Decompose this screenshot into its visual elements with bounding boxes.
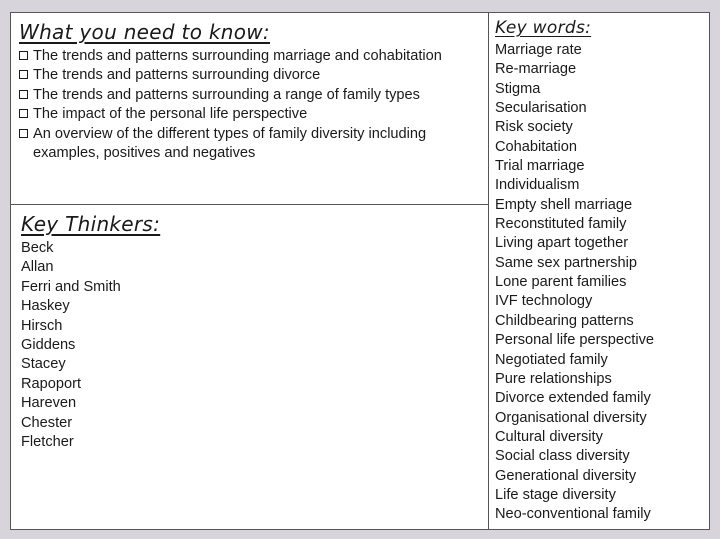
key-word-item: Neo-conventional family	[495, 506, 651, 523]
left-column	[11, 13, 489, 529]
key-word-item: Organisational diversity	[495, 409, 647, 426]
checklist-item-text: The trends and patterns surrounding divorce	[33, 67, 321, 84]
need-to-know-list	[19, 47, 480, 163]
key-words-heading: Key words:	[495, 18, 592, 38]
checkbox-icon	[19, 129, 28, 138]
thinker-item: Haskey	[21, 298, 70, 315]
key-word-item: Empty shell marriage	[495, 196, 633, 213]
checklist-item-text: An overview of the different types of family diversity including examples, positives and negatives	[33, 125, 427, 162]
checklist-item-text: The trends and patterns surrounding a range of family types	[33, 86, 420, 103]
thinker-item: Hirsch	[21, 317, 63, 334]
key-words-section	[489, 13, 709, 529]
key-word-item: Reconstituted family	[495, 216, 627, 233]
key-word-item: Social class diversity	[495, 448, 630, 465]
thinker-item: Beck	[21, 240, 54, 256]
key-word-item: Trial marriage	[495, 158, 585, 175]
checkbox-icon	[19, 70, 28, 79]
checklist-item	[19, 86, 480, 105]
key-word-item: Cultural diversity	[495, 428, 603, 445]
need-to-know-section	[11, 13, 488, 205]
thinker-item: Allan	[21, 259, 54, 276]
checkbox-icon	[19, 90, 28, 99]
key-word-item: Childbearing patterns	[495, 312, 634, 329]
key-word-item: Cohabitation	[495, 138, 577, 155]
key-word-item: Risk society	[495, 119, 573, 136]
thinker-item: Chester	[21, 414, 73, 431]
key-word-item: Same sex partnership	[495, 254, 637, 271]
checklist-item-text: The trends and patterns surrounding marriage and cohabitation	[33, 48, 442, 64]
thinker-item: Ferri and Smith	[21, 278, 121, 295]
key-thinkers-heading: Key Thinkers:	[21, 212, 161, 236]
thinker-item: Fletcher	[21, 434, 74, 451]
checklist-item-text: The impact of the personal life perspective	[33, 106, 308, 123]
thinker-item: Rapoport	[21, 375, 82, 392]
checklist-item	[19, 105, 480, 124]
worksheet-table	[10, 12, 710, 530]
key-thinkers-list	[21, 239, 480, 452]
key-thinkers-section	[11, 205, 488, 529]
thinker-item: Giddens	[21, 337, 76, 354]
checklist-item	[19, 66, 480, 85]
checkbox-icon	[19, 51, 28, 60]
key-word-item: Secularisation	[495, 100, 587, 117]
key-word-item: Lone parent families	[495, 274, 627, 291]
key-word-item: Individualism	[495, 177, 580, 194]
key-word-item: IVF technology	[495, 293, 593, 310]
need-to-know-heading: What you need to know:	[19, 20, 270, 44]
key-words-list	[495, 41, 703, 525]
key-word-item: Personal life perspective	[495, 332, 654, 349]
key-word-item: Stigma	[495, 80, 541, 97]
thinker-item: Stacey	[21, 356, 66, 373]
key-word-item: Pure relationships	[495, 370, 612, 387]
key-word-item: Marriage rate	[495, 42, 582, 58]
thinker-item: Hareven	[21, 395, 77, 412]
key-word-item: Generational diversity	[495, 467, 637, 484]
checkbox-icon	[19, 109, 28, 118]
key-word-item: Divorce extended family	[495, 390, 651, 407]
checklist-item	[19, 125, 480, 164]
key-word-item: Negotiated family	[495, 351, 608, 368]
checklist-item	[19, 47, 480, 66]
key-word-item: Life stage diversity	[495, 486, 616, 503]
key-word-item: Re-marriage	[495, 61, 577, 78]
key-word-item: Living apart together	[495, 235, 629, 252]
